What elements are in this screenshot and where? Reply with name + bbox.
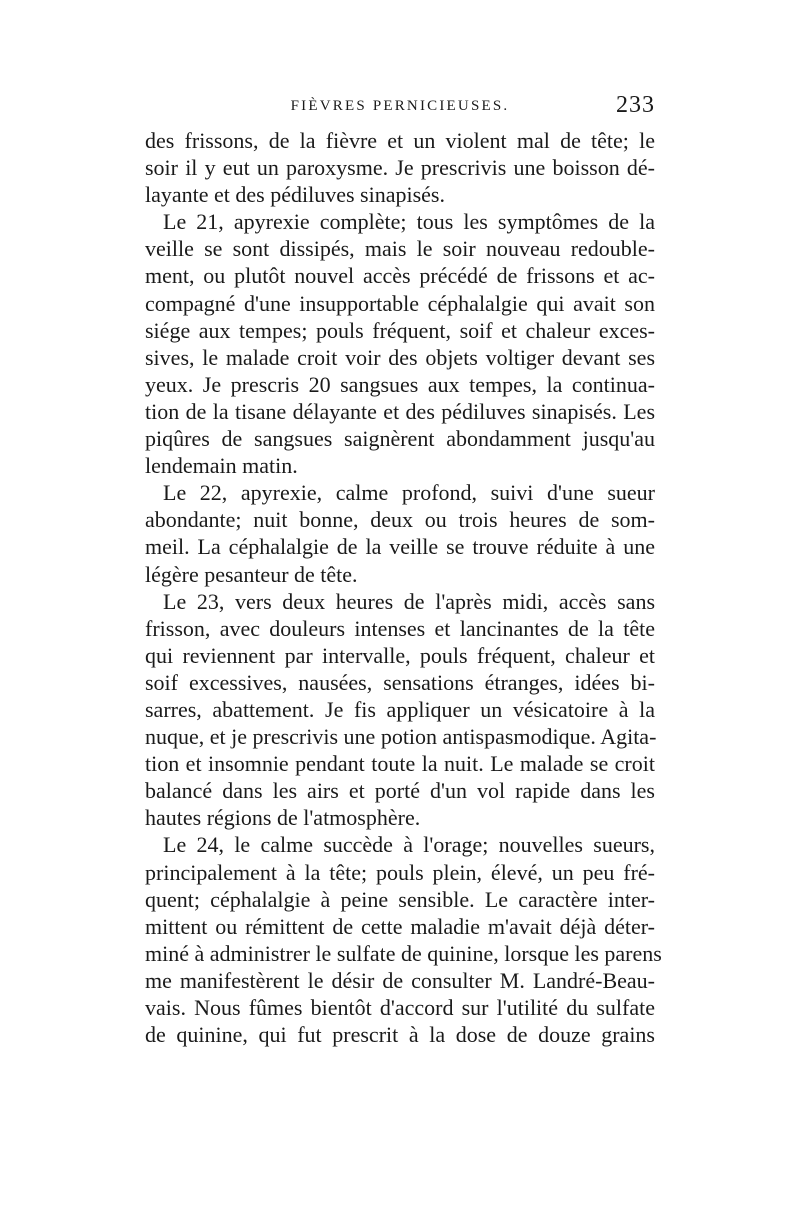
text-line: hautes régions de l'atmosphère.	[145, 805, 421, 831]
paragraph	[145, 479, 655, 587]
text-line: légère pesanteur de tête.	[145, 561, 358, 587]
text-line: mittent ou rémittent de cette maladie m'avait déjà déter-	[145, 913, 655, 939]
running-title: FIÈVRES PERNICIEUSES.	[290, 98, 510, 114]
text-line: veille se sont dissipés, mais le soir nouveau redouble-	[145, 236, 655, 262]
text-line: balancé dans les airs et porté d'un vol rapide dans les	[145, 778, 655, 804]
text-line: ment, ou plutôt nouvel accès précédé de frissons et ac-	[145, 263, 655, 289]
text-line: compagné d'une insupportable céphalalgie qui avait son	[145, 290, 655, 316]
text-line: Le 24, le calme succède à l'orage; nouvelles sueurs,	[163, 832, 655, 858]
text-line: sarres, abattement. Je fis appliquer un vésicatoire à la	[145, 696, 655, 722]
paragraph	[145, 127, 655, 208]
text-line: me manifestèrent le désir de consulter M. Landré-Beau-	[145, 967, 655, 993]
body-text	[145, 127, 662, 1048]
text-line: abondante; nuit bonne, deux ou trois heures de som-	[145, 507, 655, 533]
text-line: vais. Nous fûmes bientôt d'accord sur l'utilité du sulfate	[145, 995, 655, 1020]
text-line: layante et des pédiluves sinapisés.	[145, 182, 445, 208]
text-line: frisson, avec douleurs intenses et lancinantes de la tête	[145, 615, 655, 641]
text-line: de quinine, qui fut prescrit à la dose de douze grains	[145, 1022, 655, 1048]
text-line: soif excessives, nausées, sensations étranges, idées bi-	[145, 669, 655, 695]
paragraph	[145, 588, 655, 832]
text-line: piqûres de sangsues saignèrent abondamment jusqu'au	[145, 426, 655, 452]
text-line: Le 22, apyrexie, calme profond, suivi d'une sueur	[163, 480, 655, 506]
text-line: Le 21, apyrexie complète; tous les symptômes de la	[163, 209, 655, 235]
text-line: quent; céphalalgie à peine sensible. Le caractère inter-	[145, 886, 655, 912]
paragraph	[145, 208, 655, 479]
text-line: Le 23, vers deux heures de l'après midi, accès sans	[163, 588, 655, 614]
text-line: qui reviennent par intervalle, pouls fréquent, chaleur et	[145, 642, 655, 668]
text-line: lendemain matin.	[145, 453, 298, 479]
text-line: soir il y eut un paroxysme. Je prescrivis une boisson dé-	[145, 155, 655, 181]
running-head	[145, 92, 655, 122]
text-line: miné à administrer le sulfate de quinine, lorsque les parens	[145, 940, 662, 966]
paragraph	[145, 831, 662, 1048]
text-line: siége aux tempes; pouls fréquent, soif et chaleur exces-	[145, 317, 655, 343]
text-line: nuque, et je prescrivis une potion antispasmodique. Agita-	[145, 724, 657, 750]
page-number: 233	[616, 92, 655, 118]
text-line: sives, le malade croit voir des objets voltiger devant ses	[145, 344, 655, 370]
text-line: meil. La céphalalgie de la veille se trouve réduite à une	[145, 534, 655, 560]
text-line: des frissons, de la fièvre et un violent mal de tête; le	[145, 128, 655, 153]
text-line: principalement à la tête; pouls plein, élevé, un peu fré-	[145, 859, 655, 885]
text-line: tion de la tisane délayante et des pédiluves sinapisés. Les	[145, 398, 655, 424]
text-line: yeux. Je prescris 20 sangsues aux tempes, la continua-	[145, 371, 655, 397]
text-line: tion et insomnie pendant toute la nuit. Le malade se croit	[145, 751, 655, 777]
